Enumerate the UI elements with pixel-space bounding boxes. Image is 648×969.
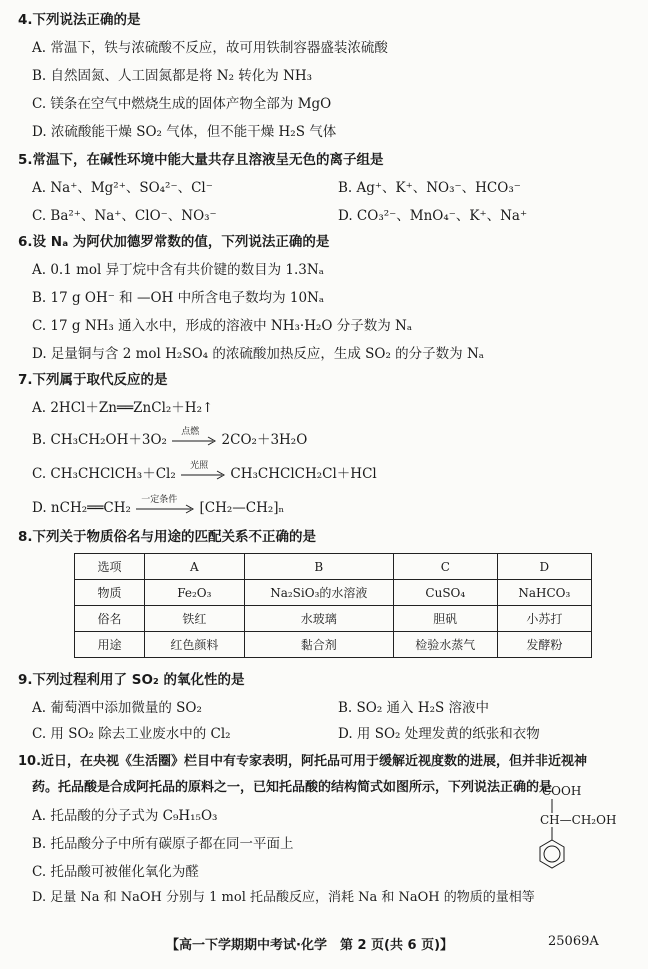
table-cell: Fe₂O₃ [144,580,244,606]
q7-option-c [32,460,377,484]
table-cell: 铁红 [144,606,244,632]
q7-c-products: CH₃CHClCH₂Cl＋HCl [230,466,377,482]
arrow-icon [171,434,217,448]
table-cell: 黏合剂 [244,632,393,658]
reaction-arrow [180,460,226,482]
q7-d-condition: 一定条件 [141,494,178,505]
q4-option-c: C. 镁条在空气中燃烧生成的固体产物全部为 MgO [32,96,332,112]
q7-option-a: A. 2HCl＋Zn══ZnCl₂＋H₂↑ [32,400,214,416]
table-header-cell: 选项 [75,554,145,580]
q7-d-reactants: D. nCH₂══CH₂ [32,500,131,516]
q9-option-c: C. 用 SO₂ 除去工业废水中的 Cl₂ [32,726,231,742]
table-row [75,632,592,658]
arrow-icon [135,502,195,516]
q5-option-a: A. Na⁺、Mg²⁺、SO₄²⁻、Cl⁻ [32,180,213,196]
table-cell: 检验水蒸气 [393,632,497,658]
q7-b-reactants: B. CH₃CH₂OH＋3O₂ [32,432,167,448]
q9-option-b: B. SO₂ 通入 H₂S 溶液中 [338,700,490,716]
q7-b-products: 2CO₂＋3H₂O [221,432,308,448]
q10-option-d: D. 足量 Na 和 NaOH 分别与 1 mol 托品酸反应，消耗 Na 和 NaOH 的物质的量相等 [32,890,535,905]
table-cell: Na₂SiO₃的水溶液 [244,580,393,606]
q9-option-a: A. 葡萄酒中添加微量的 SO₂ [32,700,202,716]
reaction-arrow [135,494,195,516]
q9-title: 9.下列过程利用了 SO₂ 的氧化性的是 [18,672,245,688]
q7-option-b [32,426,308,450]
q7-c-reactants: C. CH₃CHClCH₃＋Cl₂ [32,466,176,482]
table-header-cell: C [393,554,497,580]
table-cell: CuSO₄ [393,580,497,606]
arrow-icon [180,468,226,482]
table-cell: 物质 [75,580,145,606]
q7-c-condition: 光照 [190,460,209,471]
struct-cooh-label: COOH [542,784,582,798]
tropic-acid-structure [520,780,630,890]
q7-b-condition: 点燃 [181,426,200,437]
q6-option-a: A. 0.1 mol 异丁烷中含有共价键的数目为 1.3Nₐ [32,262,324,278]
q4-option-d: D. 浓硫酸能干燥 SO₂ 气体，但不能干燥 H₂S 气体 [32,124,337,140]
q10-option-a: A. 托品酸的分子式为 C₉H₁₅O₃ [32,808,218,824]
q6-title: 6.设 Nₐ 为阿伏加德罗常数的值，下列说法正确的是 [18,234,330,250]
struct-chain-label: CH—CH₂OH [540,813,617,827]
q6-option-c: C. 17 g NH₃ 通入水中，形成的溶液中 NH₃·H₂O 分子数为 Nₐ [32,318,413,334]
q6-option-d: D. 足量铜与含 2 mol H₂SO₄ 的浓硫酸加热反应，生成 SO₂ 的分子数为 Nₐ [32,346,484,362]
table-row [75,606,592,632]
q7-option-d [32,494,285,518]
q10-option-c: C. 托品酸可被催化氧化为醛 [32,864,199,880]
reaction-arrow [171,426,217,448]
q4-option-b: B. 自然固氮、人工固氮都是将 N₂ 转化为 NH₃ [32,68,313,84]
table-cell: 用途 [75,632,145,658]
q7-d-products: [CH₂—CH₂]ₙ [199,500,285,516]
q9-option-d: D. 用 SO₂ 处理发黄的纸张和衣物 [338,726,540,742]
table-cell: 发酵粉 [497,632,591,658]
exam-code: 25069A [548,934,599,949]
q7-title: 7.下列属于取代反应的是 [18,372,168,388]
q5-title: 5.常温下，在碱性环境中能大量共存且溶液呈无色的离子组是 [18,152,384,168]
table-cell: 俗名 [75,606,145,632]
table-cell: 小苏打 [497,606,591,632]
q10-title-line-1: 10.近日，在央视《生活圈》栏目中有专家表明，阿托品可用于缓解近视度数的进展，但并非近视神 [18,754,588,769]
q5-option-d: D. CO₃²⁻、MnO₄⁻、K⁺、Na⁺ [338,208,528,224]
q10-option-b: B. 托品酸分子中所有碳原子都在同一平面上 [32,836,294,852]
q8-title: 8.下列关于物质俗名与用途的匹配关系不正确的是 [18,529,317,545]
q5-option-c: C. Ba²⁺、Na⁺、ClO⁻、NO₃⁻ [32,208,217,224]
table-header-row [75,554,592,580]
q8-table [74,553,592,658]
table-cell: NaHCO₃ [497,580,591,606]
q4-title: 4.下列说法正确的是 [18,12,141,28]
table-row [75,580,592,606]
q5-option-b: B. Ag⁺、K⁺、NO₃⁻、HCO₃⁻ [338,180,521,196]
table-cell: 胆矾 [393,606,497,632]
q6-option-b: B. 17 g OH⁻ 和 —OH 中所含电子数均为 10Nₐ [32,290,325,306]
table-cell: 红色颜料 [144,632,244,658]
table-cell: 水玻璃 [244,606,393,632]
page-footer: 【高一下学期期中考试·化学 第 2 页(共 6 页)】 [166,938,454,953]
q4-option-a: A. 常温下，铁与浓硫酸不反应，故可用铁制容器盛装浓硫酸 [32,40,388,56]
benzene-ring-icon [520,780,630,890]
table-header-cell: A [144,554,244,580]
q10-title-line-2: 药。托品酸是合成阿托品的原料之一，已知托品酸的结构简式如图所示，下列说法正确的是 [32,780,553,795]
table-header-cell: B [244,554,393,580]
table-header-cell: D [497,554,591,580]
